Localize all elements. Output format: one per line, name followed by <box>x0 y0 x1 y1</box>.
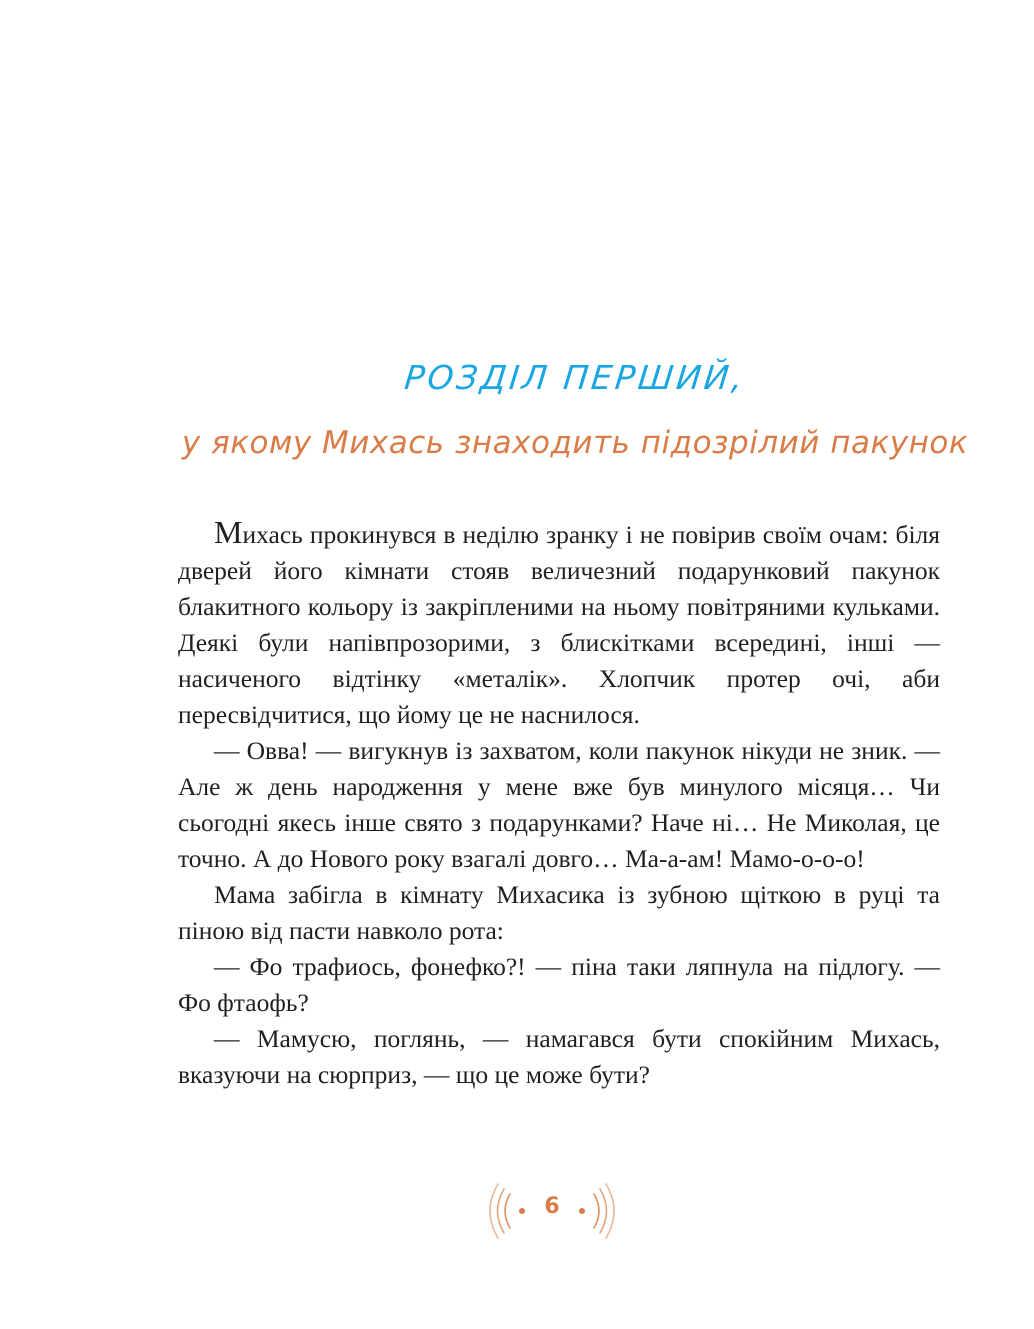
paragraph-5: — Мамусю, поглянь, — намагався бути спокійним Михась, вказуючи на сюрприз, — що це може бути? <box>178 1024 940 1089</box>
chapter-title: РОЗДІЛ ПЕРШИЙ, <box>402 358 748 397</box>
dropcap-letter: М <box>214 514 243 550</box>
chapter-subtitle: у якому Михась знаходить підозрілий пакунок <box>181 425 969 461</box>
paragraph-4: — Фо трафиось, фонефко?! — піна таки ляпнула на підлогу. — Фо фтаофь? <box>178 952 940 1017</box>
paragraph-1-text: ихась прокинувся в неділю зранку і не повірив своїм очам: біля дверей його кімнати стояв величезний подарунковий пакунок блакитного кольору із закріпленими на ньому повітряними кульками. Деякі були напівпрозорими, з блискітками всередині, інші — насиченого відтінку «металік». Хлопчик протер очі, аби пересвідчитися, що йому це не наснилося. <box>178 520 940 729</box>
page-number-ornament <box>484 1180 620 1242</box>
chapter-body <box>178 514 940 1093</box>
paragraph-2: — Овва! — вигукнув із захватом, коли пакунок нікуди не зник. — Але ж день народження у мене вже був минулого місяця… Чи сьогодні якесь інше свято з подарунками? Наче ні… Не Миколая, це точно. А до Нового року взагалі довго… Ма-а-ам! Мамо-о-о-о! <box>178 736 940 873</box>
page-number: 6 <box>544 1194 560 1219</box>
paragraph-3: Мама забігла в кімнату Михасика із зубною щіткою в руці та піною від пасти навколо рота: <box>178 880 940 945</box>
paragraph-1 <box>178 514 940 733</box>
